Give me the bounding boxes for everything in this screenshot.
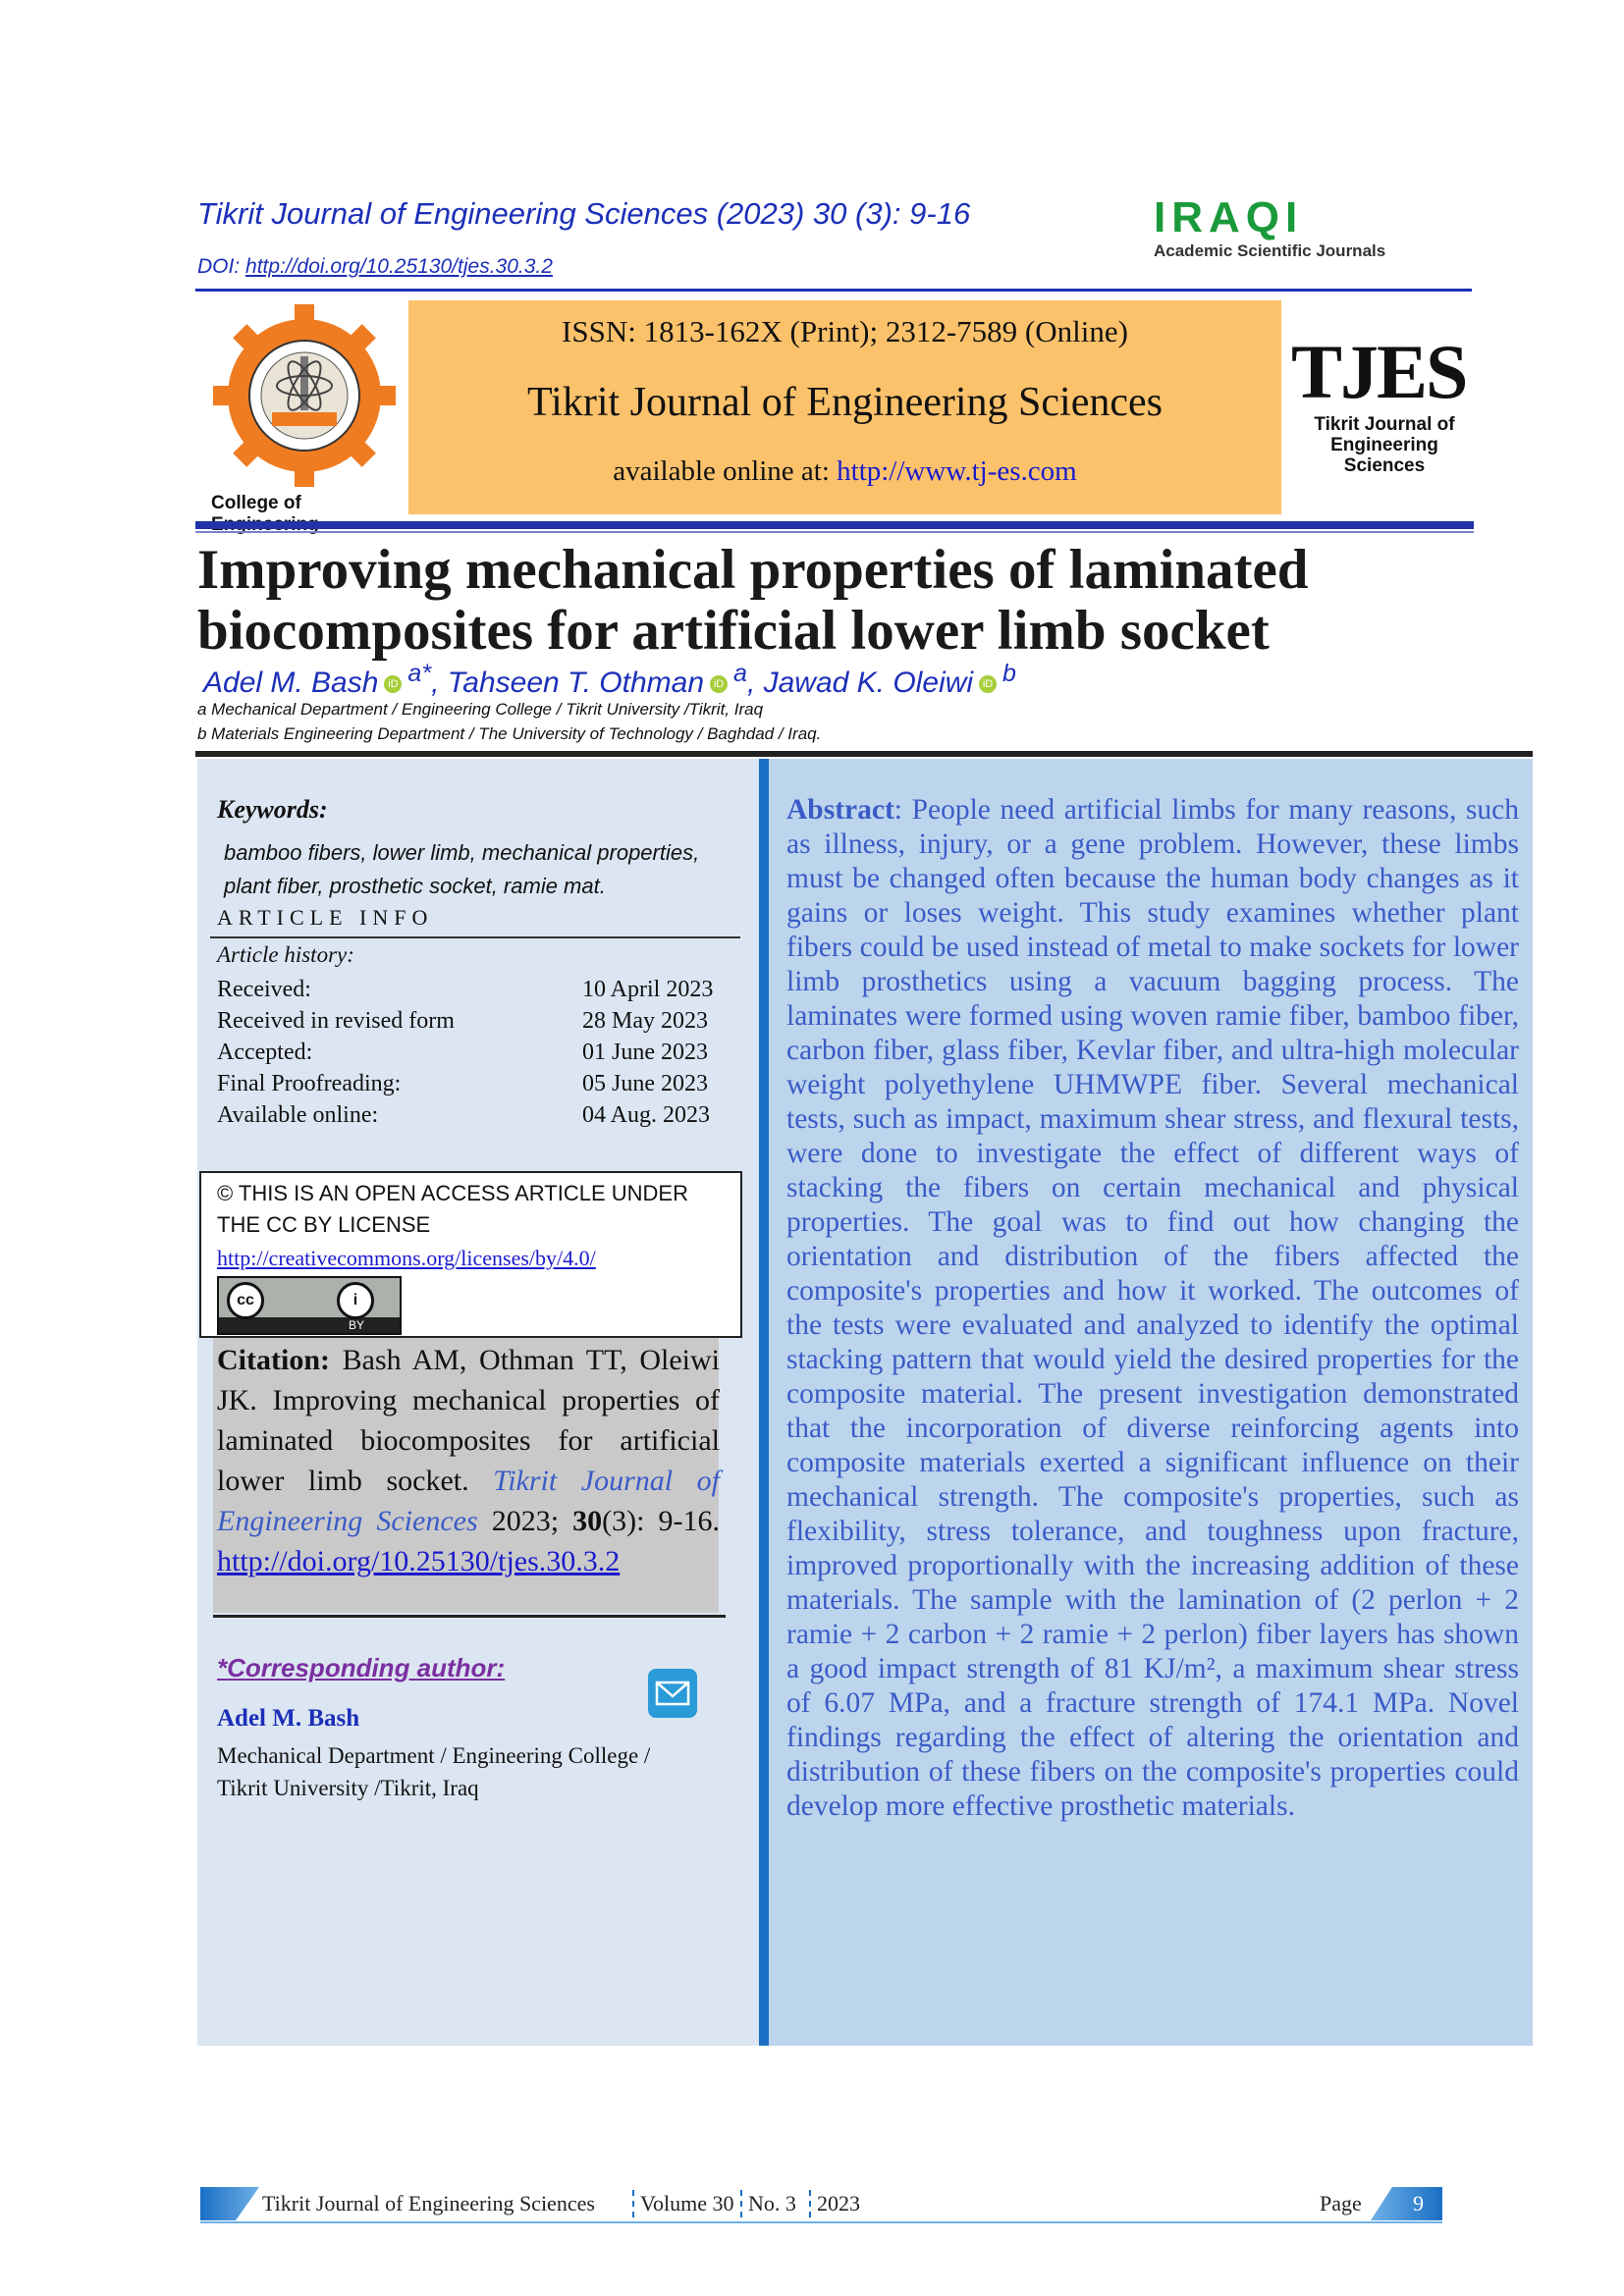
paper-title-line-1: Improving mechanical properties of laminated	[197, 539, 1309, 601]
citation-rule	[213, 1615, 726, 1618]
iraqi-logo-subtitle: Academic Scientific Journals	[1154, 241, 1386, 260]
doi-label: DOI:	[197, 255, 246, 278]
footer-separator	[740, 2190, 744, 2217]
affiliation-a: a Mechanical Department / Engineering College / Tikrit University /Tikrit, Iraq	[197, 700, 764, 719]
footer-rule	[200, 2221, 1442, 2223]
license-link[interactable]: http://creativecommons.org/licenses/by/4.0/	[217, 1246, 596, 1270]
keywords-list	[224, 836, 754, 903]
corresponding-author-address	[217, 1739, 747, 1804]
citation-text	[217, 1340, 720, 1581]
history-label: Received:	[217, 977, 311, 1002]
iraqi-logo-word: IRAQI	[1154, 193, 1304, 241]
title-rule-thin	[195, 531, 1474, 533]
affiliation-b: b Materials Engineering Department / The University of Technology / Baghdad / Iraq.	[197, 724, 822, 743]
page-footer	[200, 2187, 1442, 2220]
journal-website-link[interactable]: http://www.tj-es.com	[837, 455, 1077, 487]
footer-journal: Tikrit Journal of Engineering Sciences	[262, 2191, 595, 2216]
citation-volume: 30	[572, 1505, 603, 1537]
history-date: 04 Aug. 2023	[582, 1102, 711, 1128]
footer-number: No. 3	[748, 2191, 796, 2216]
author-1-affil: a*	[407, 660, 432, 687]
cc-by-label: BY	[348, 1318, 364, 1332]
history-date: 01 June 2023	[582, 1040, 708, 1065]
gear-emblem-icon	[211, 302, 398, 489]
corresponding-author-name: Adel M. Bash	[217, 1705, 360, 1732]
footer-separator	[632, 2190, 636, 2217]
header-rule	[195, 289, 1472, 292]
paper-title-line-2: biocomposites for artificial lower limb socket	[197, 600, 1270, 662]
column-divider	[759, 759, 769, 2046]
footer-page-label: Page	[1320, 2191, 1362, 2216]
article-history-title: Article history:	[217, 942, 354, 967]
article-info-rule	[210, 936, 740, 938]
doi-link[interactable]: http://doi.org/10.25130/tjes.30.3.2	[245, 255, 553, 278]
author-1[interactable]: Adel M. Bash	[203, 667, 379, 699]
tjes-logo-word: TJES	[1291, 329, 1467, 414]
abstract-text	[786, 793, 1519, 1824]
citation-label: Citation:	[217, 1344, 330, 1376]
section-rule	[195, 751, 1533, 757]
footer-separator	[809, 2190, 813, 2217]
citation-doi-link[interactable]: http://doi.org/10.25130/tjes.30.3.2	[217, 1545, 621, 1577]
corresponding-author-title: *Corresponding author:	[217, 1653, 506, 1682]
college-label: College of	[211, 493, 301, 513]
email-icon[interactable]	[648, 1669, 697, 1718]
license-box	[199, 1171, 742, 1338]
citation-body: Bash AM, Othman TT, Oleiwi JK. Improving mechanical properties of laminated biocomposites for artificial lower limb socket.	[217, 1344, 720, 1497]
tjes-logo-subtitle-1: Tikrit Journal of	[1314, 414, 1455, 435]
author-3-affil: b	[1002, 660, 1016, 687]
college-of-engineering-logo	[211, 302, 398, 518]
history-date: 05 June 2023	[582, 1071, 708, 1096]
paper-title	[197, 540, 1474, 662]
keywords-line-2: plant fiber, prosthetic socket, ramie mat.	[224, 874, 606, 898]
tjes-logo-subtitle-2: Engineering Sciences	[1330, 435, 1438, 476]
author-2-affil: a	[733, 660, 747, 687]
author-3[interactable]: , Jawad K. Oleiwi	[746, 667, 974, 699]
history-label: Available online:	[217, 1102, 379, 1128]
history-label: Accepted:	[217, 1040, 313, 1065]
footer-page-number: 9	[1413, 2191, 1424, 2216]
author-2[interactable]: , Tahseen T. Othman	[431, 667, 705, 699]
citation-pages: (3): 9-16.	[602, 1505, 720, 1537]
abstract-label: Abstract	[786, 794, 894, 826]
citation-year: 2023;	[477, 1505, 573, 1537]
doi-line	[197, 255, 553, 279]
footer-year: 2023	[817, 2191, 860, 2216]
envelope-icon	[648, 1669, 697, 1718]
orcid-icon[interactable]: iD	[384, 675, 402, 693]
footer-accent	[200, 2187, 259, 2220]
person-icon: i	[337, 1282, 374, 1319]
footer-volume: Volume 30	[640, 2191, 734, 2216]
citation-journal: Tikrit Journal of Engineering Sciences	[217, 1465, 721, 1537]
article-info-heading: ARTICLE INFO	[217, 905, 434, 930]
journal-reference: Tikrit Journal of Engineering Sciences (2023) 30 (3): 9-16	[197, 196, 971, 231]
issn-text: ISSN: 1813-162X (Print); 2312-7589 (Online)	[562, 314, 1128, 348]
license-line-2: THE CC BY LICENSE	[217, 1212, 431, 1237]
issn-banner	[408, 300, 1281, 514]
available-online	[408, 455, 1281, 488]
history-date: 28 May 2023	[582, 1008, 708, 1034]
available-label: available online at:	[613, 455, 838, 487]
corr-address-line-2: Tikrit University /Tikrit, Iraq	[217, 1776, 479, 1800]
history-label: Final Proofreading:	[217, 1071, 402, 1096]
footer-page-box	[1371, 2187, 1442, 2220]
cc-icon: cc	[227, 1282, 264, 1319]
abstract-body: : People need artificial limbs for many reasons, such as illness, injury, or a gene problem. However, these limbs must be changed often because the human body changes as it gains or loses weight. This study examines whether plant fibers could be used instead of metal to make sockets for lower limb prosthetics using a vacuum bagging process. The laminates were formed using woven ramie fiber, bamboo fiber, carbon fiber, glass fiber, Kevlar fiber, and ultra-high molecular weight polyethylene UHMWPE fiber. Several mechanical tests, such as impact, maximum shear stress, and flexural tests, were done to investigate the effect of different ways of stacking the fibers on certain mechanical and physical properties. The goal was to find out how changing the orientation and distribution of the fibers affected the composite's properties and how it worked. The outcomes of the tests were evaluated and analyzed to identify the optimal stacking pattern that would yield the desired properties for the composite material. The present investigation demonstrated that the incorporation of diverse reinforcing agents into composite materials exerted a significant influence on their mechanical strength. The composite's properties, such as flexibility, stress tolerance, and toughness upon fracture, improved proportionally with the increasing addition of these materials. The sample with the lamination of (2 perlon + 2 ramie + 2 carbon + 2 ramie + 2 perlon) fiber layers has shown a good impact strength of 81 KJ/m², a maximum shear stress of 6.07 MPa, and a fracture strength of 174.1 MPa. Novel findings regarding the effect of altering the orientation and distribution of these fibers on the composite's properties could develop more effective prosthetic materials.	[786, 794, 1519, 1822]
keywords-line-1: bamboo fibers, lower limb, mechanical properties,	[224, 840, 700, 865]
journal-name: Tikrit Journal of Engineering Sciences	[526, 380, 1163, 425]
keywords-title: Keywords:	[217, 795, 328, 824]
iraqi-journals-logo	[1154, 193, 1448, 265]
history-date: 10 April 2023	[582, 977, 714, 1002]
orcid-icon[interactable]: iD	[979, 675, 997, 693]
orcid-icon[interactable]: iD	[710, 675, 728, 693]
author-list	[203, 660, 1016, 700]
title-rule	[195, 521, 1474, 529]
license-line-1: © THIS IS AN OPEN ACCESS ARTICLE UNDER	[217, 1181, 688, 1205]
history-label: Received in revised form	[217, 1008, 455, 1034]
corr-address-line-1: Mechanical Department / Engineering College /	[217, 1743, 651, 1768]
tjes-logo	[1291, 329, 1478, 491]
cc-by-badge[interactable]	[217, 1276, 402, 1335]
